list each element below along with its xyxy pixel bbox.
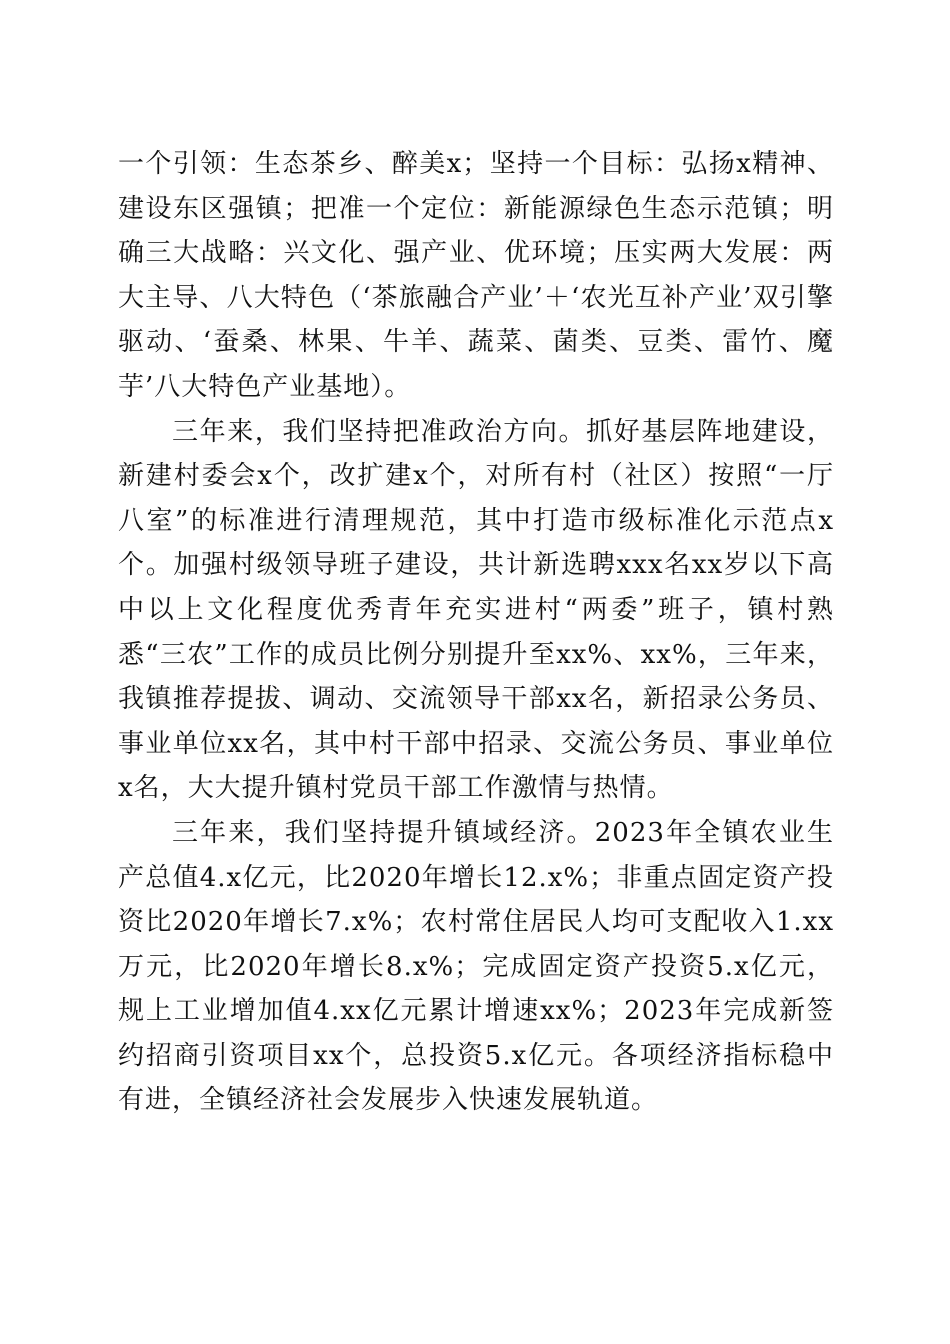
document-body: [118, 142, 834, 1123]
paragraph-economy: 三年来，我们坚持提升镇域经济。2023年全镇农业生产总值4.x亿元，比2020年增长12.x%；非重点固定资产投资比2020年增长7.x%；农村常住居民人均可支配收入1.xx万元，比2020年增长8.x%；完成固定资产投资5.x亿元，规上工业增加值4.xx亿元累计增速xx%；2023年完成新签约招商引资项目xx个，总投资5.x亿元。各项经济指标稳中有进，全镇经济社会发展步入快速发展轨道。: [118, 817, 834, 1116]
paragraph-political-direction: 三年来，我们坚持把准政治方向。抓好基层阵地建设，新建村委会x个，改扩建x个，对所有村（社区）按照“一厅八室”的标准进行清理规范，其中打造市级标准化示范点x个。加强村级领导班子建设，共计新选聘xxx名xx岁以下高中以上文化程度优秀青年充实进村“两委”班子，镇村熟悉“三农”工作的成员比例分别提升至xx%、xx%，三年来，我镇推荐提拔、调动、交流领导干部xx名，新招录公务员、事业单位xx名，其中村干部中招录、交流公务员、事业单位x名，大大提升镇村党员干部工作激情与热情。: [118, 416, 834, 804]
paragraph-continued: 一个引领：生态茶乡、醉美x；坚持一个目标：弘扬x精神、建设东区强镇；把准一个定位：新能源绿色生态示范镇；明确三大战略：兴文化、强产业、优环境；压实两大发展：两大主导、八大特色（‘茶旅融合产业’＋‘农光互补产业’双引擎驱动、‘蚕桑、林果、牛羊、蔬菜、菌类、豆类、雷竹、魔芋’八大特色产业基地）。: [118, 149, 834, 402]
